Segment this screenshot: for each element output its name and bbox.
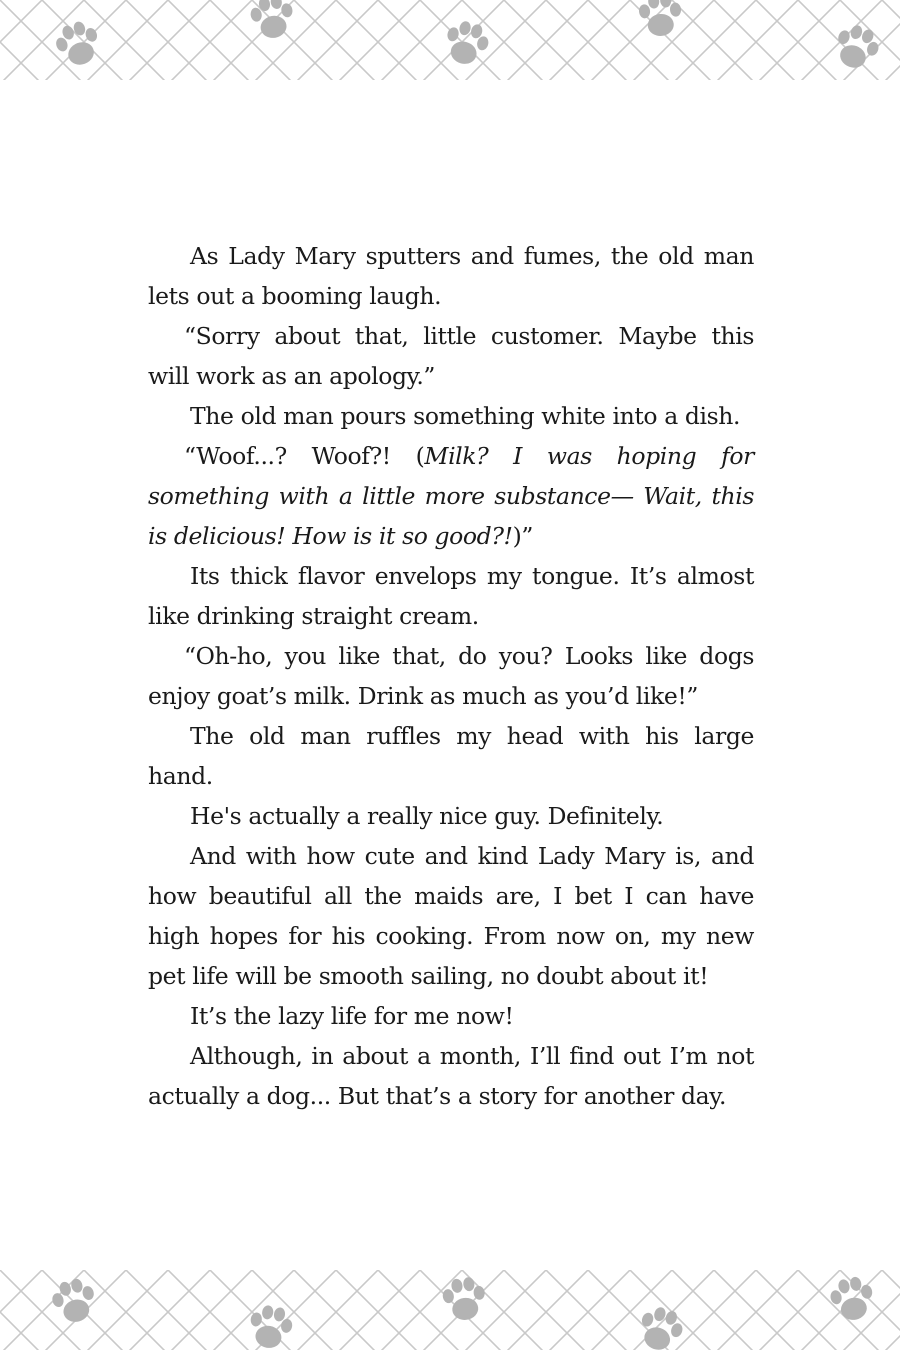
top-decorative-border	[0, 0, 900, 80]
story-text	[148, 236, 754, 1116]
paragraph	[148, 436, 754, 556]
paragraph: As Lady Mary sputters and fumes, the old man lets out a booming laugh.	[148, 242, 754, 310]
bottom-decorative-border	[0, 1270, 900, 1350]
paragraph-italic-thought: Milk? I was hoping for something with a little more substance— Wait, this is delicious! How is it so good?!	[148, 442, 754, 550]
paragraph: The old man ruffles my head with his large hand.	[148, 722, 754, 790]
paragraph: “Oh-ho, you like that, do you? Looks like dogs enjoy goat’s milk. Drink as much as you’d like!”	[148, 642, 754, 710]
paragraph: Its thick flavor envelops my tongue. It’s almost like drinking straight cream.	[148, 562, 754, 630]
paragraph: The old man pours something white into a dish.	[190, 402, 741, 430]
paragraph: It’s the lazy life for me now!	[190, 1002, 514, 1030]
paragraph: And with how cute and kind Lady Mary is, and how beautiful all the maids are, I bet I can have high hopes for his cooking. From now on, my new pet life will be smooth sailing, no doubt about it!	[148, 842, 754, 990]
paragraph: He's actually a really nice guy. Definitely.	[190, 802, 664, 830]
paragraph-lead: “Woof...? Woof?! (	[184, 442, 425, 470]
paragraph-trail: )”	[512, 522, 533, 550]
paragraph: “Sorry about that, little customer. Maybe this will work as an apology.”	[148, 322, 754, 390]
paragraph: Although, in about a month, I’ll find out I’m not actually a dog... But that’s a story for another day.	[148, 1042, 754, 1110]
